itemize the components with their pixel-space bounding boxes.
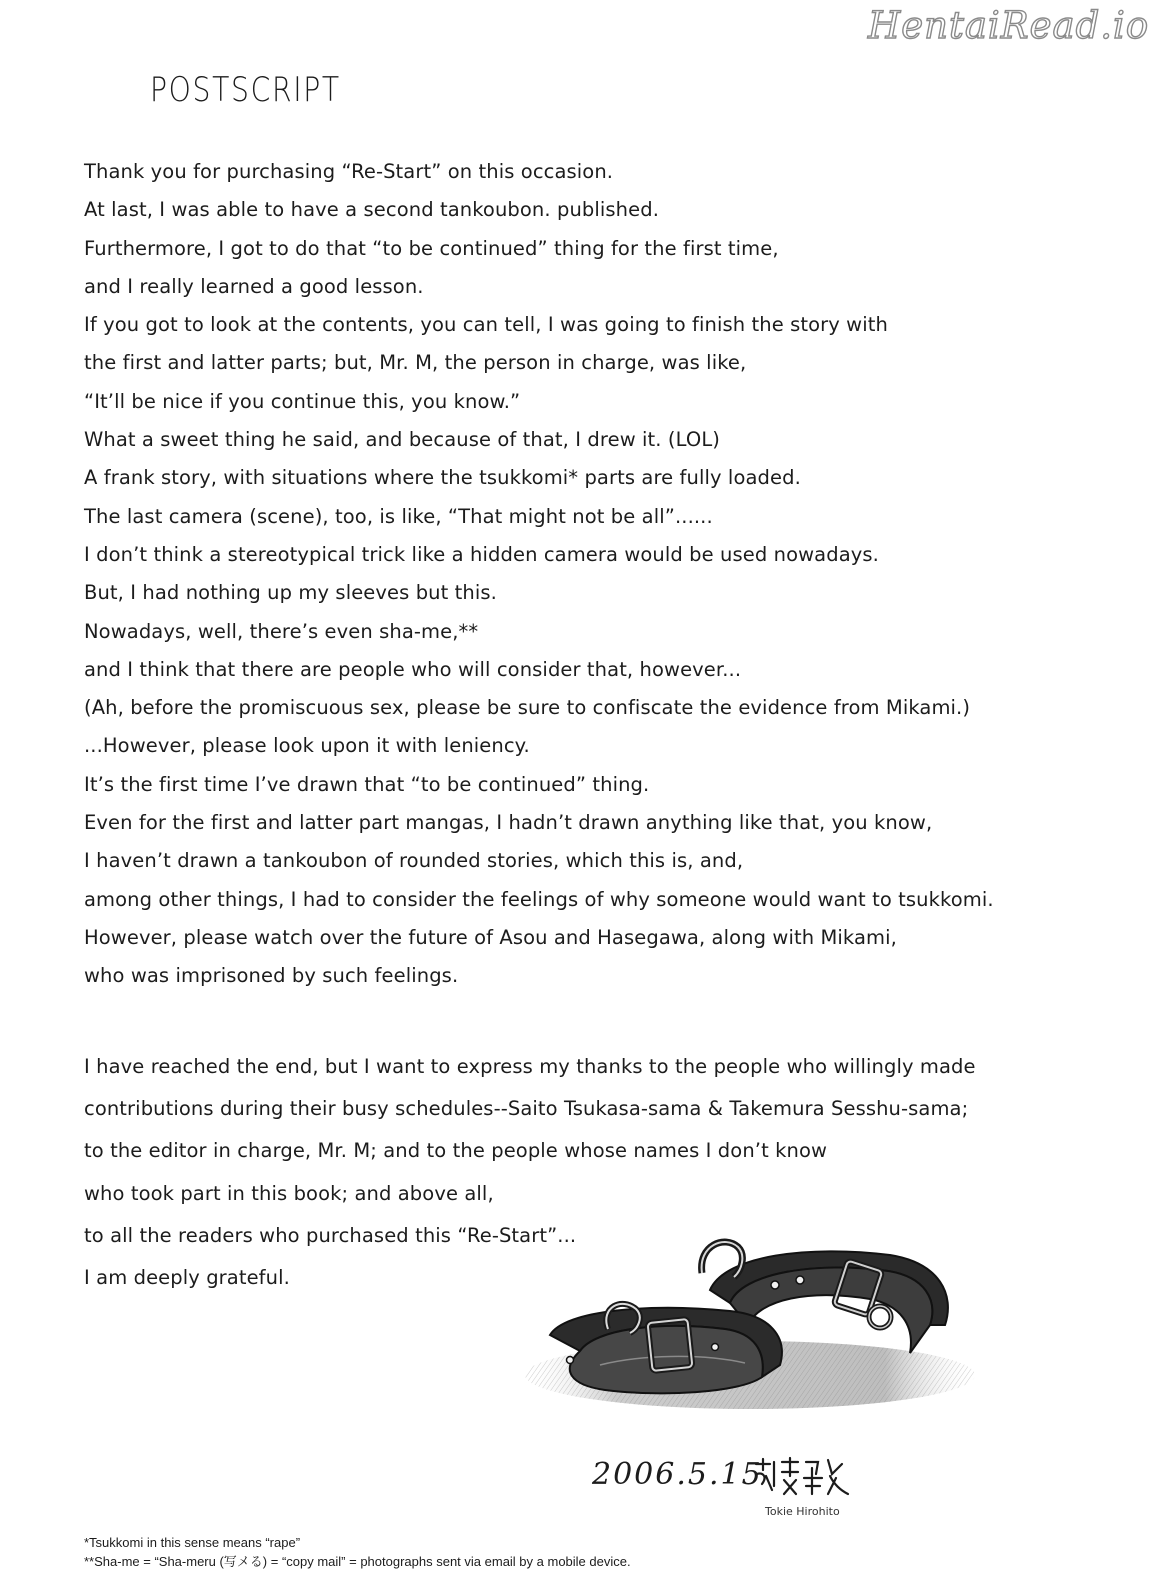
author-name: Tokie Hirohito (765, 1505, 840, 1518)
body-line: who was imprisoned by such feelings. (84, 964, 459, 988)
page-title: POSTSCRIPT (150, 70, 341, 110)
body-line: I don’t think a stereotypical trick like a hidden camera would be used nowadays. (84, 542, 879, 566)
body-line: I haven’t drawn a tankoubon of rounded stories, which this is, and, (84, 849, 744, 873)
body-line: The last camera (scene), too, is like, “That might not be all”...... (84, 504, 713, 528)
thanks-line: I am deeply grateful. (84, 1265, 290, 1289)
body-line: “It’ll be nice if you continue this, you know.” (84, 389, 521, 413)
body-line: If you got to look at the contents, you can tell, I was going to finish the story with (84, 313, 888, 337)
leather-collars-illustration (510, 1225, 980, 1415)
body-line: A frank story, with situations where the tsukkomi* parts are fully loaded. (84, 466, 801, 490)
footnotes (84, 1533, 631, 1571)
body-line: At last, I was able to have a second tankoubon. published. (84, 198, 660, 222)
thanks-line: to the editor in charge, Mr. M; and to the people whose names I don’t know (84, 1139, 828, 1163)
body-line: Nowadays, well, there’s even sha-me,** (84, 619, 479, 643)
body-line: Even for the first and latter part mangas, I hadn’t drawn anything like that, you know, (84, 811, 933, 835)
body-line: the first and latter parts; but, Mr. M, the person in charge, was like, (84, 351, 747, 375)
body-line: and I really learned a good lesson. (84, 274, 424, 298)
body-line: and I think that there are people who will consider that, however... (84, 657, 742, 681)
body-line: (Ah, before the promiscuous sex, please be sure to confiscate the evidence from Mikami.) (84, 696, 971, 720)
body-line: However, please watch over the future of Asou and Hasegawa, along with Mikami, (84, 925, 897, 949)
body-line: Thank you for purchasing “Re-Start” on this occasion. (84, 160, 614, 183)
postscript-body (84, 153, 1084, 996)
body-line: It’s the first time I’ve drawn that “to be continued” thing. (84, 772, 650, 796)
thanks-line: contributions during their busy schedules--Saito Tsukasa-sama & Takemura Sesshu-sama; (84, 1097, 969, 1121)
thanks-line: I have reached the end, but I want to express my thanks to the people who willingly made (84, 1055, 976, 1078)
thanks-line: to all the readers who purchased this “Re-Start”... (84, 1223, 577, 1247)
thanks-line: who took part in this book; and above all, (84, 1181, 494, 1205)
body-line: What a sweet thing he said, and because of that, I drew it. (LOL) (84, 428, 720, 452)
footnote: **Sha-me = “Sha-meru (写メる) = “copy mail” = photographs sent via email by a mobile device. (84, 1554, 631, 1569)
body-line: Furthermore, I got to do that “to be continued” thing for the first time, (84, 236, 779, 260)
body-line: But, I had nothing up my sleeves but this. (84, 581, 497, 605)
footnote: *Tsukkomi in this sense means “rape” (84, 1535, 301, 1550)
author-signature-glyphs (752, 1456, 852, 1498)
body-line: among other things, I had to consider the feelings of why someone would want to tsukkomi. (84, 887, 994, 911)
body-line: ...However, please look upon it with leniency. (84, 734, 530, 758)
signature-date: 2006.5.15 (592, 1457, 763, 1492)
site-watermark: HentaiRead.io (868, 4, 1149, 47)
